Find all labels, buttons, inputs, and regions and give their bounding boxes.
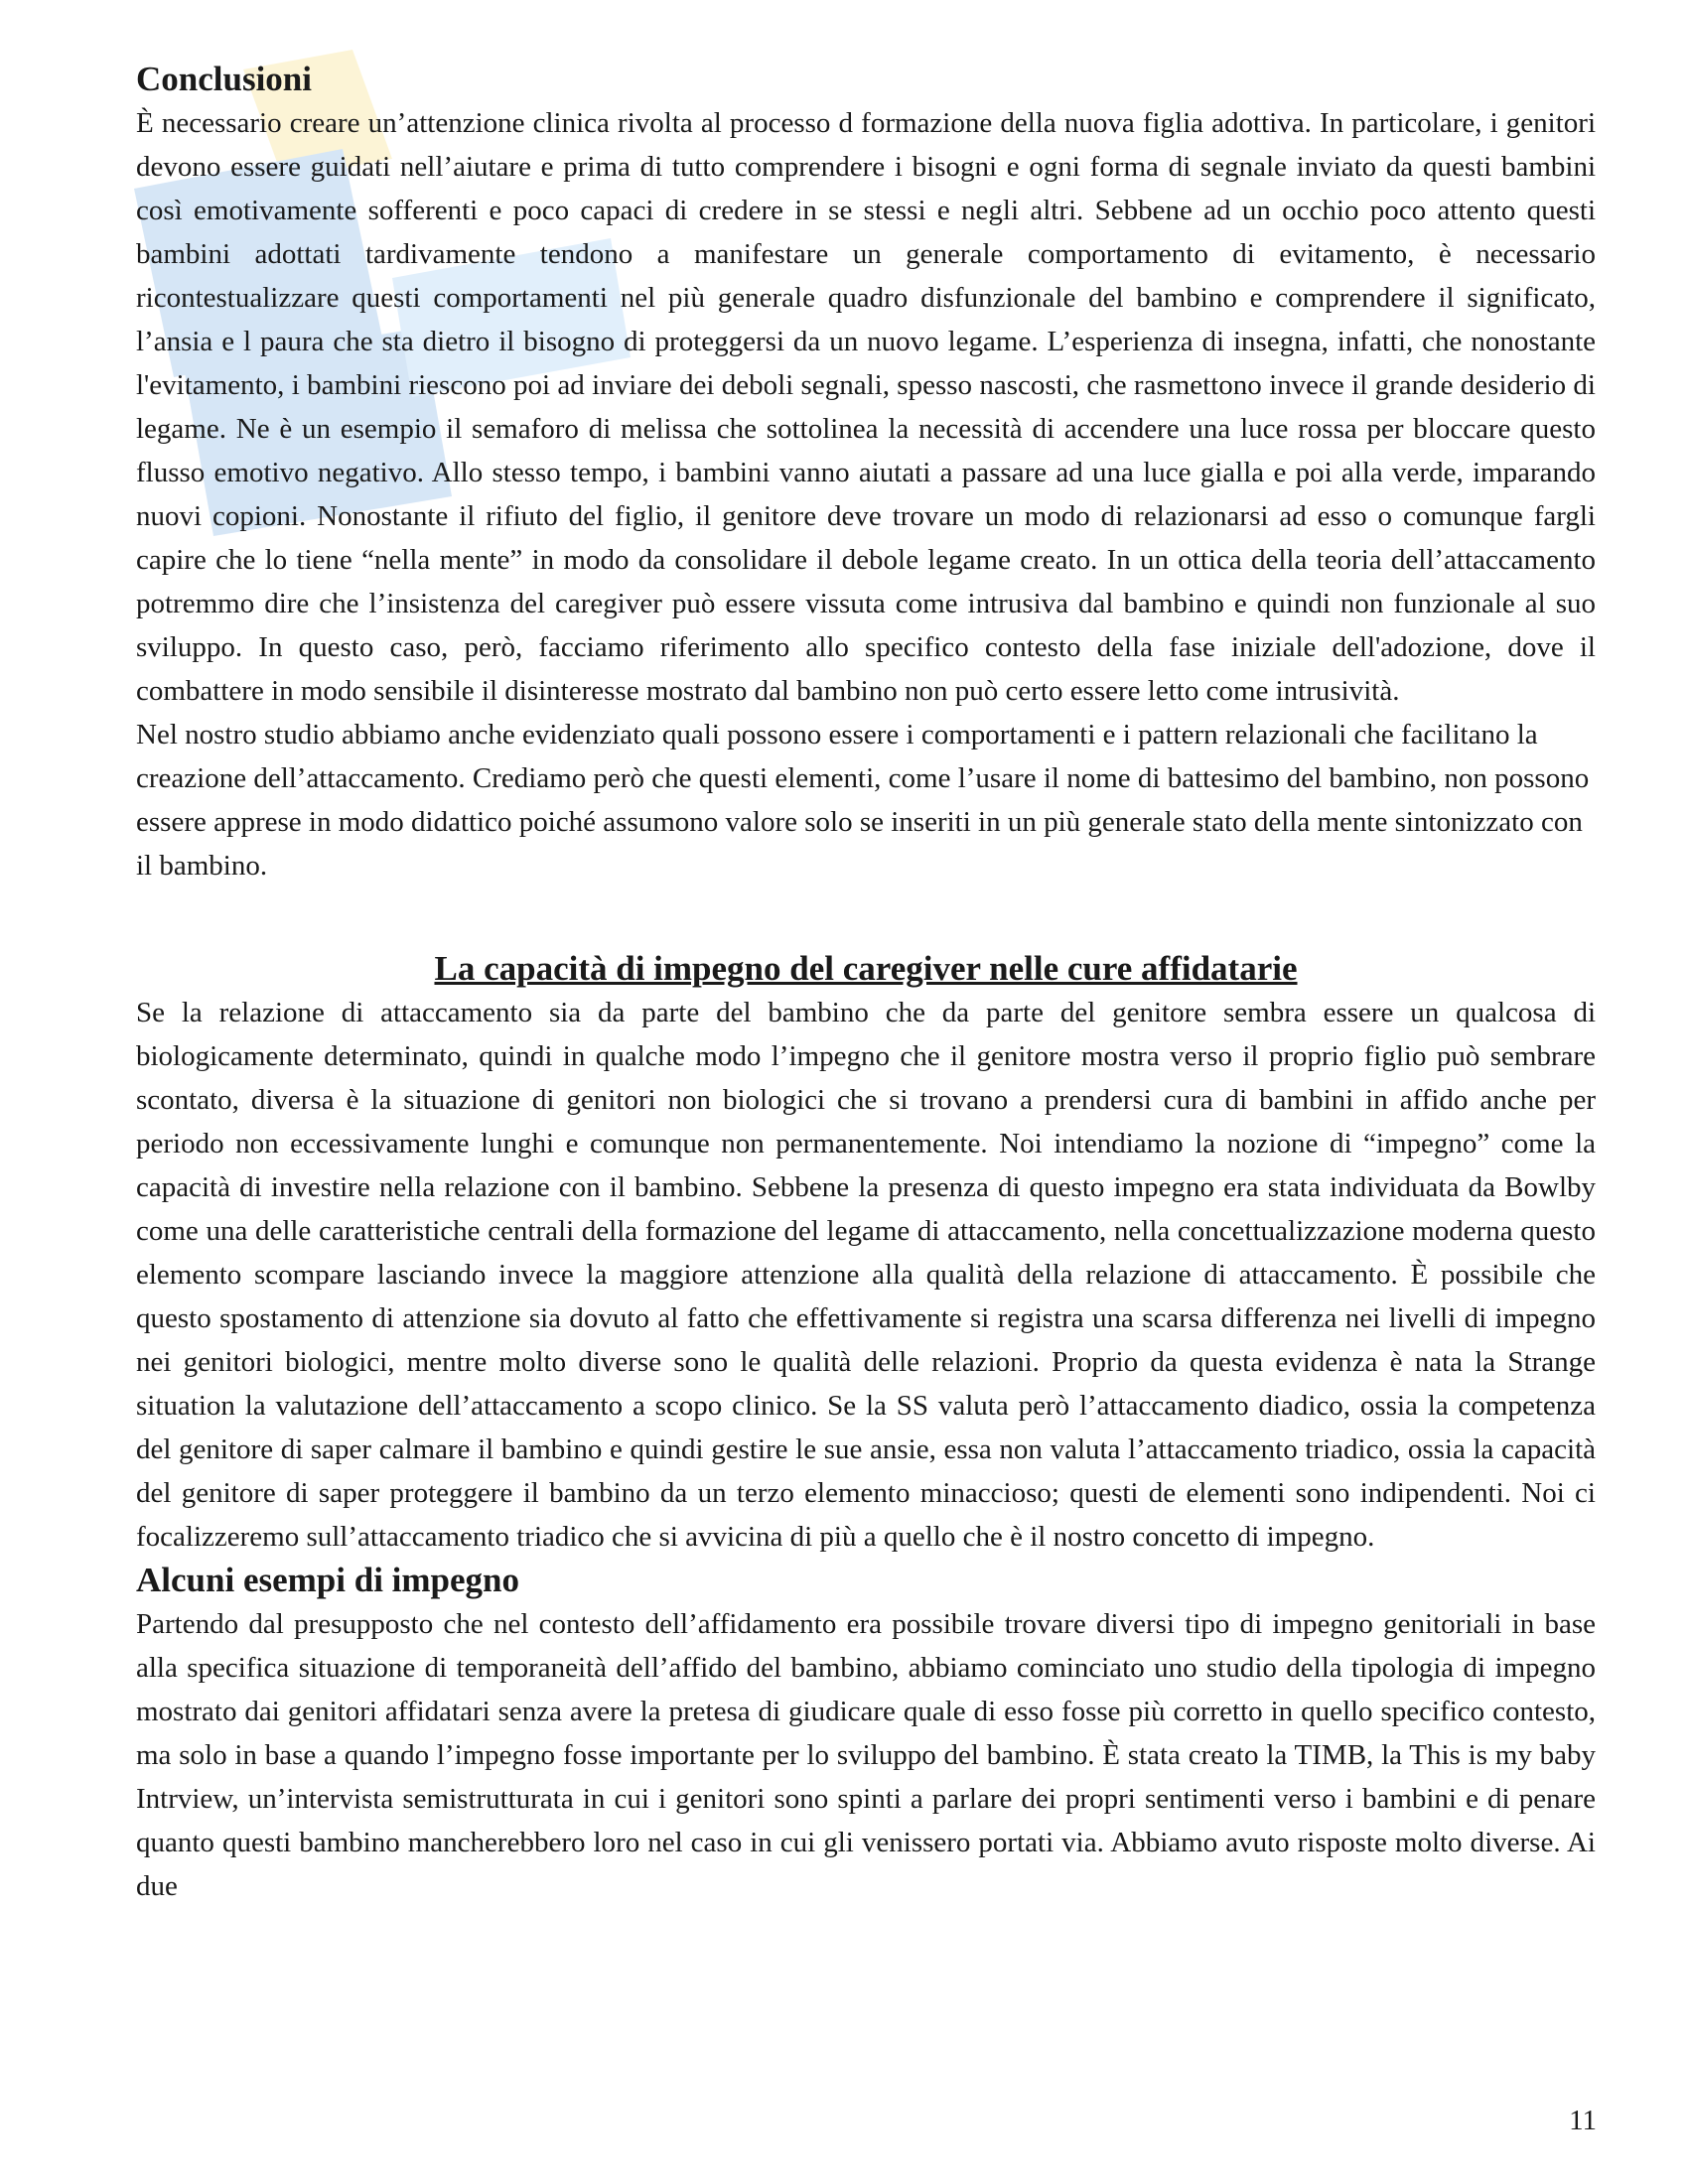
section-title-impegno: La capacità di impegno del caregiver nelle cure affidatarie — [434, 949, 1298, 988]
paragraph: Se la relazione di attaccamento sia da parte del bambino che da parte del genitore sembra essere un qualcosa di biologicamente determinato, quindi in qualche modo l’impegno che il genitore mostra verso il proprio figlio può sembrare scontato, diversa è la situazione di genitori non biologici che si trovano a prendersi cura di bambini in affido anche per periodo non eccessivamente lunghi e comunque non permanentemente. Noi intendiamo la nozione di “impegno” come la capacità di investire nella relazione con il bambino. Sebbene la presenza di questo impegno era stata individuata da Bowlby come una delle caratteristiche centrali della formazione del legame di attaccamento, nella concettualizzazione moderna questo elemento scompare lasciando invece la maggiore attenzione alla qualità della relazione di attaccamento. È possibile che questo spostamento di attenzione sia dovuto al fatto che effettivamente si registra una scarsa differenza nei livelli di impegno nei genitori biologici, mentre molto diverse sono le qualità delle relazioni. Proprio da questa evidenza è nata la Strange situation la valutazione dell’attaccamento a scopo clinico. Se la SS valuta però l’attaccamento diadico, ossia la competenza del genitore di saper calmare il bambino e quindi gestire le sue ansie, essa non valuta l’attaccamento triadico, ossia la capacità del genitore di saper proteggere il bambino da un terzo elemento minaccioso; questi de elementi sono indipendenti. Noi ci focalizzeremo sull’attaccamento triadico che si avvicina di più a quello che è il nostro concetto di impegno. — [136, 997, 1596, 1553]
section-heading-esempi: Alcuni esempi di impegno — [136, 1561, 520, 1599]
paragraph: È necessario creare un’attenzione clinica rivolta al processo d formazione della nuova figlia adottiva. In particolare, i genitori devono essere guidati nell’aiutare e prima di tutto comprendere i bisogni e ogni forma di segnale inviato da questi bambini così emotivamente sofferenti e poco capaci di credere in se stessi e negli altri. Sebbene ad un occhio poco attento questi bambini adottati tardivamente tendono a manifestare un generale comportamento di evitamento, è necessario ricontestualizzare questi comportamenti nel più generale quadro disfunzionale del bambino e comprendere il significato, l’ansia e l paura che sta dietro il bisogno di proteggersi da un nuovo legame. L’esperienza di insegna, infatti, che nonostante l'evitamento, i bambini riescono poi ad inviare dei deboli segnali, spesso nascosti, che rasmettono invece il grande desiderio di legame. Ne è un esempio il semaforo di melissa che sottolinea la necessità di accendere una luce rossa per bloccare questo flusso emotivo negativo. Allo stesso tempo, i bambini vanno aiutati a passare ad una luce gialla e poi alla verde, imparando nuovi copioni. Nonostante il rifiuto del figlio, il genitore deve trovare un modo di relazionarsi ad esso o comunque fargli capire che lo tiene “nella mente” in modo da consolidare il debole legame creato. In un ottica della teoria dell’attaccamento potremmo dire che l’insistenza del caregiver può essere vissuta come intrusiva dal bambino e quindi non funzionale al suo sviluppo. In questo caso, però, facciamo riferimento allo specifico contesto della fase iniziale dell'adozione, dove il combattere in modo sensibile il disinteresse mostrato dal bambino non può certo essere letto come intrusività. — [136, 107, 1596, 707]
paragraph: Partendo dal presupposto che nel contesto dell’affidamento era possibile trovare diversi tipo di impegno genitoriali in base alla specifica situazione di temporaneità dell’affido del bambino, abbiamo cominciato uno studio della tipologia di impegno mostrato dai genitori affidatari senza avere la pretesa di giudicare quale di esso fosse più corretto in quello specifico contesto, ma solo in base a quando l’impegno fosse importante per lo sviluppo del bambino. È stata creato la TIMB, la This is my baby Intrview, un’intervista semistrutturata in cui i genitori sono spinti a parlare dei propri sentimenti verso i bambini e di penare quanto questi bambino mancherebbero loro nel caso in cui gli venissero portati via. Abbiamo avuto risposte molto diverse. Ai due — [136, 1608, 1596, 1902]
document-page — [136, 58, 1596, 1908]
page-number: 11 — [1569, 2105, 1597, 2136]
paragraph: Nel nostro studio abbiamo anche evidenziato quali possono essere i comportamenti e i pattern relazionali che facilitano la creazione dell’attaccamento. Crediamo però che questi elementi, come l’usare il nome di battesimo del bambino, non possono essere apprese in modo didattico poiché assumono valore solo se inseriti in un più generale stato della mente sintonizzato con il bambino. — [136, 719, 1590, 882]
section-heading-conclusioni: Conclusioni — [136, 60, 312, 98]
